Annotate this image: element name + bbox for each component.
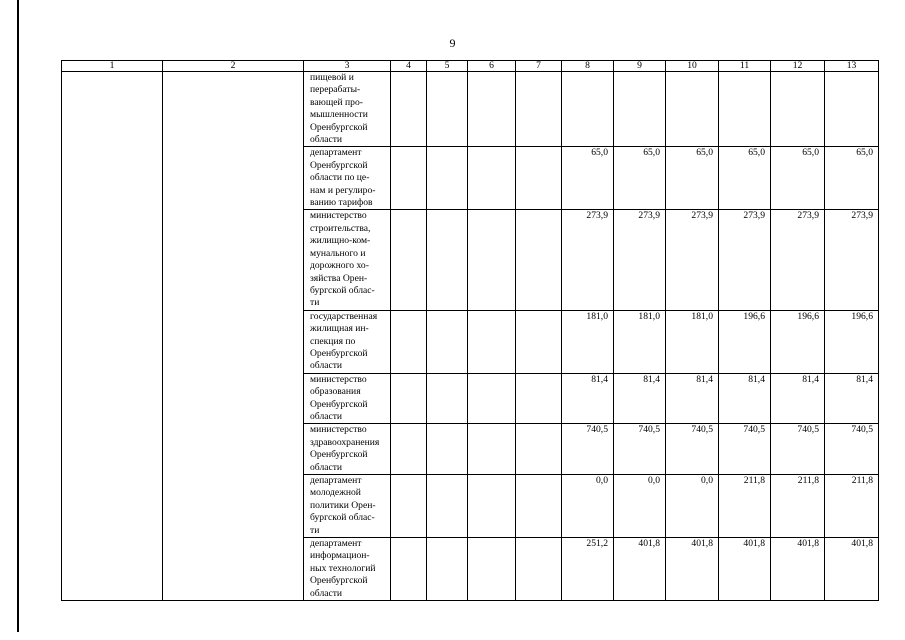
empty-cell <box>427 210 468 310</box>
organization-name-line: Оренбургской <box>310 347 368 359</box>
amount-cell: 196,6 <box>771 310 825 373</box>
amount-cell: 196,6 <box>825 310 879 373</box>
organization-name-line: Оренбургской <box>310 159 368 171</box>
amount-cell: 81,4 <box>719 373 771 424</box>
organization-name-line: области по це- <box>310 172 370 184</box>
column-header: 1 <box>62 61 163 72</box>
organization-name-line: политики Орен- <box>310 499 376 511</box>
column-header: 12 <box>771 61 825 72</box>
amount-cell <box>666 72 719 147</box>
organization-name-line: дорожного хо- <box>310 260 369 272</box>
empty-cell <box>516 475 562 538</box>
empty-cell <box>427 147 468 210</box>
empty-cell <box>468 538 516 601</box>
organization-name-line: ти <box>310 524 320 536</box>
empty-cell <box>468 373 516 424</box>
column-2-cell <box>163 72 304 601</box>
organization-name-line: Оренбургской <box>310 398 368 410</box>
amount-cell <box>825 72 879 147</box>
organization-name-line: спекция по <box>310 335 356 347</box>
amount-cell: 211,8 <box>771 475 825 538</box>
amount-cell: 65,0 <box>614 147 666 210</box>
organization-name-line: образования <box>310 386 361 398</box>
organization-name-line: ных технологий <box>310 562 376 574</box>
organization-name-line: области <box>310 461 343 473</box>
organization-name-line: ти <box>310 297 320 309</box>
amount-cell: 65,0 <box>719 147 771 210</box>
amount-cell: 211,8 <box>825 475 879 538</box>
organization-name-line: департамент <box>310 147 362 159</box>
empty-cell <box>516 210 562 310</box>
empty-cell <box>516 538 562 601</box>
empty-cell <box>391 538 427 601</box>
organization-name-cell <box>304 538 391 601</box>
organization-name-line: бургской облас- <box>310 512 375 524</box>
amount-cell: 273,9 <box>771 210 825 310</box>
column-header: 3 <box>304 61 391 72</box>
organization-name-line: области <box>310 134 343 146</box>
column-header: 9 <box>614 61 666 72</box>
organization-name-cell <box>304 475 391 538</box>
column-header: 7 <box>516 61 562 72</box>
empty-cell <box>468 424 516 475</box>
organization-name-line: министерство <box>310 210 367 222</box>
amount-cell: 273,9 <box>562 210 614 310</box>
amount-cell: 273,9 <box>719 210 771 310</box>
empty-cell <box>516 373 562 424</box>
organization-name-line: вающей про- <box>310 96 363 108</box>
amount-cell: 81,4 <box>666 373 719 424</box>
empty-cell <box>516 424 562 475</box>
amount-cell: 0,0 <box>614 475 666 538</box>
empty-cell <box>427 310 468 373</box>
organization-name-line: Оренбургской <box>310 121 368 133</box>
organization-name-line: молодежной <box>310 487 361 499</box>
empty-cell <box>391 475 427 538</box>
empty-cell <box>468 210 516 310</box>
budget-table <box>61 60 879 601</box>
amount-cell: 740,5 <box>719 424 771 475</box>
organization-name-line: нам и регулиро- <box>310 184 376 196</box>
table-row <box>62 72 879 147</box>
amount-cell: 273,9 <box>825 210 879 310</box>
organization-name-line: зяйства Орен- <box>310 272 368 284</box>
empty-cell <box>391 72 427 147</box>
amount-cell: 740,5 <box>771 424 825 475</box>
column-header: 8 <box>562 61 614 72</box>
amount-cell: 81,4 <box>562 373 614 424</box>
organization-name-line: области <box>310 587 343 599</box>
amount-cell: 65,0 <box>825 147 879 210</box>
amount-cell: 211,8 <box>719 475 771 538</box>
empty-cell <box>427 72 468 147</box>
empty-cell <box>427 538 468 601</box>
table-body <box>62 61 879 601</box>
empty-cell <box>468 475 516 538</box>
organization-name-line: Оренбургской <box>310 575 368 587</box>
amount-cell: 740,5 <box>825 424 879 475</box>
empty-cell <box>427 424 468 475</box>
empty-cell <box>427 373 468 424</box>
organization-name-line: департамент <box>310 538 362 550</box>
amount-cell <box>614 72 666 147</box>
empty-cell <box>468 147 516 210</box>
amount-cell <box>771 72 825 147</box>
amount-cell: 401,8 <box>614 538 666 601</box>
organization-name-cell <box>304 147 391 210</box>
amount-cell: 740,5 <box>562 424 614 475</box>
amount-cell: 65,0 <box>771 147 825 210</box>
organization-name-line: жилищно-ком- <box>310 235 371 247</box>
organization-name-cell <box>304 424 391 475</box>
amount-cell: 401,8 <box>771 538 825 601</box>
column-header: 11 <box>719 61 771 72</box>
empty-cell <box>468 72 516 147</box>
organization-name-line: государственная <box>310 310 378 322</box>
column-1-cell <box>62 72 163 601</box>
organization-name-line: области <box>310 410 343 422</box>
empty-cell <box>391 310 427 373</box>
amount-cell: 273,9 <box>666 210 719 310</box>
empty-cell <box>516 147 562 210</box>
organization-name-line: министерство <box>310 373 367 385</box>
column-header: 4 <box>391 61 427 72</box>
organization-name-line: мышленности <box>310 109 368 121</box>
column-header: 10 <box>666 61 719 72</box>
amount-cell: 273,9 <box>614 210 666 310</box>
amount-cell: 65,0 <box>562 147 614 210</box>
amount-cell: 81,4 <box>771 373 825 424</box>
organization-name-line: строительства, <box>310 222 371 234</box>
organization-name-line: департамент <box>310 475 362 486</box>
amount-cell: 81,4 <box>614 373 666 424</box>
amount-cell: 0,0 <box>562 475 614 538</box>
organization-name-cell <box>304 72 391 147</box>
amount-cell: 196,6 <box>719 310 771 373</box>
amount-cell: 81,4 <box>825 373 879 424</box>
organization-name-line: перерабаты- <box>310 84 361 96</box>
empty-cell <box>516 72 562 147</box>
amount-cell: 401,8 <box>719 538 771 601</box>
amount-cell: 65,0 <box>666 147 719 210</box>
amount-cell: 401,8 <box>825 538 879 601</box>
binding-margin-line <box>17 0 19 632</box>
amount-cell: 251,2 <box>562 538 614 601</box>
empty-cell <box>468 310 516 373</box>
organization-name-line: здравоохранения <box>310 436 380 448</box>
organization-name-line: Оренбургской <box>310 449 368 461</box>
amount-cell <box>719 72 771 147</box>
organization-name-line: области <box>310 360 343 372</box>
column-header: 13 <box>825 61 879 72</box>
amount-cell: 181,0 <box>666 310 719 373</box>
page-number: 9 <box>449 36 456 50</box>
organization-name-line: ванию тарифов <box>310 197 373 209</box>
organization-name-line: бургской облас- <box>310 284 375 296</box>
organization-name-cell <box>304 373 391 424</box>
amount-cell <box>562 72 614 147</box>
empty-cell <box>391 210 427 310</box>
organization-name-line: мунального и <box>310 247 366 259</box>
organization-name-line: жилищная ин- <box>310 323 369 335</box>
amount-cell: 401,8 <box>666 538 719 601</box>
empty-cell <box>391 147 427 210</box>
empty-cell <box>427 475 468 538</box>
amount-cell: 181,0 <box>614 310 666 373</box>
amount-cell: 740,5 <box>614 424 666 475</box>
column-header: 2 <box>163 61 304 72</box>
organization-name-line: информацион- <box>310 550 370 562</box>
empty-cell <box>391 424 427 475</box>
amount-cell: 740,5 <box>666 424 719 475</box>
organization-name-cell <box>304 210 391 310</box>
empty-cell <box>516 310 562 373</box>
organization-name-line: пищевой и <box>310 72 354 83</box>
amount-cell: 181,0 <box>562 310 614 373</box>
column-header: 6 <box>468 61 516 72</box>
column-number-row <box>62 61 879 72</box>
column-header: 5 <box>427 61 468 72</box>
organization-name-line: министерство <box>310 424 367 436</box>
amount-cell: 0,0 <box>666 475 719 538</box>
empty-cell <box>391 373 427 424</box>
organization-name-cell <box>304 310 391 373</box>
